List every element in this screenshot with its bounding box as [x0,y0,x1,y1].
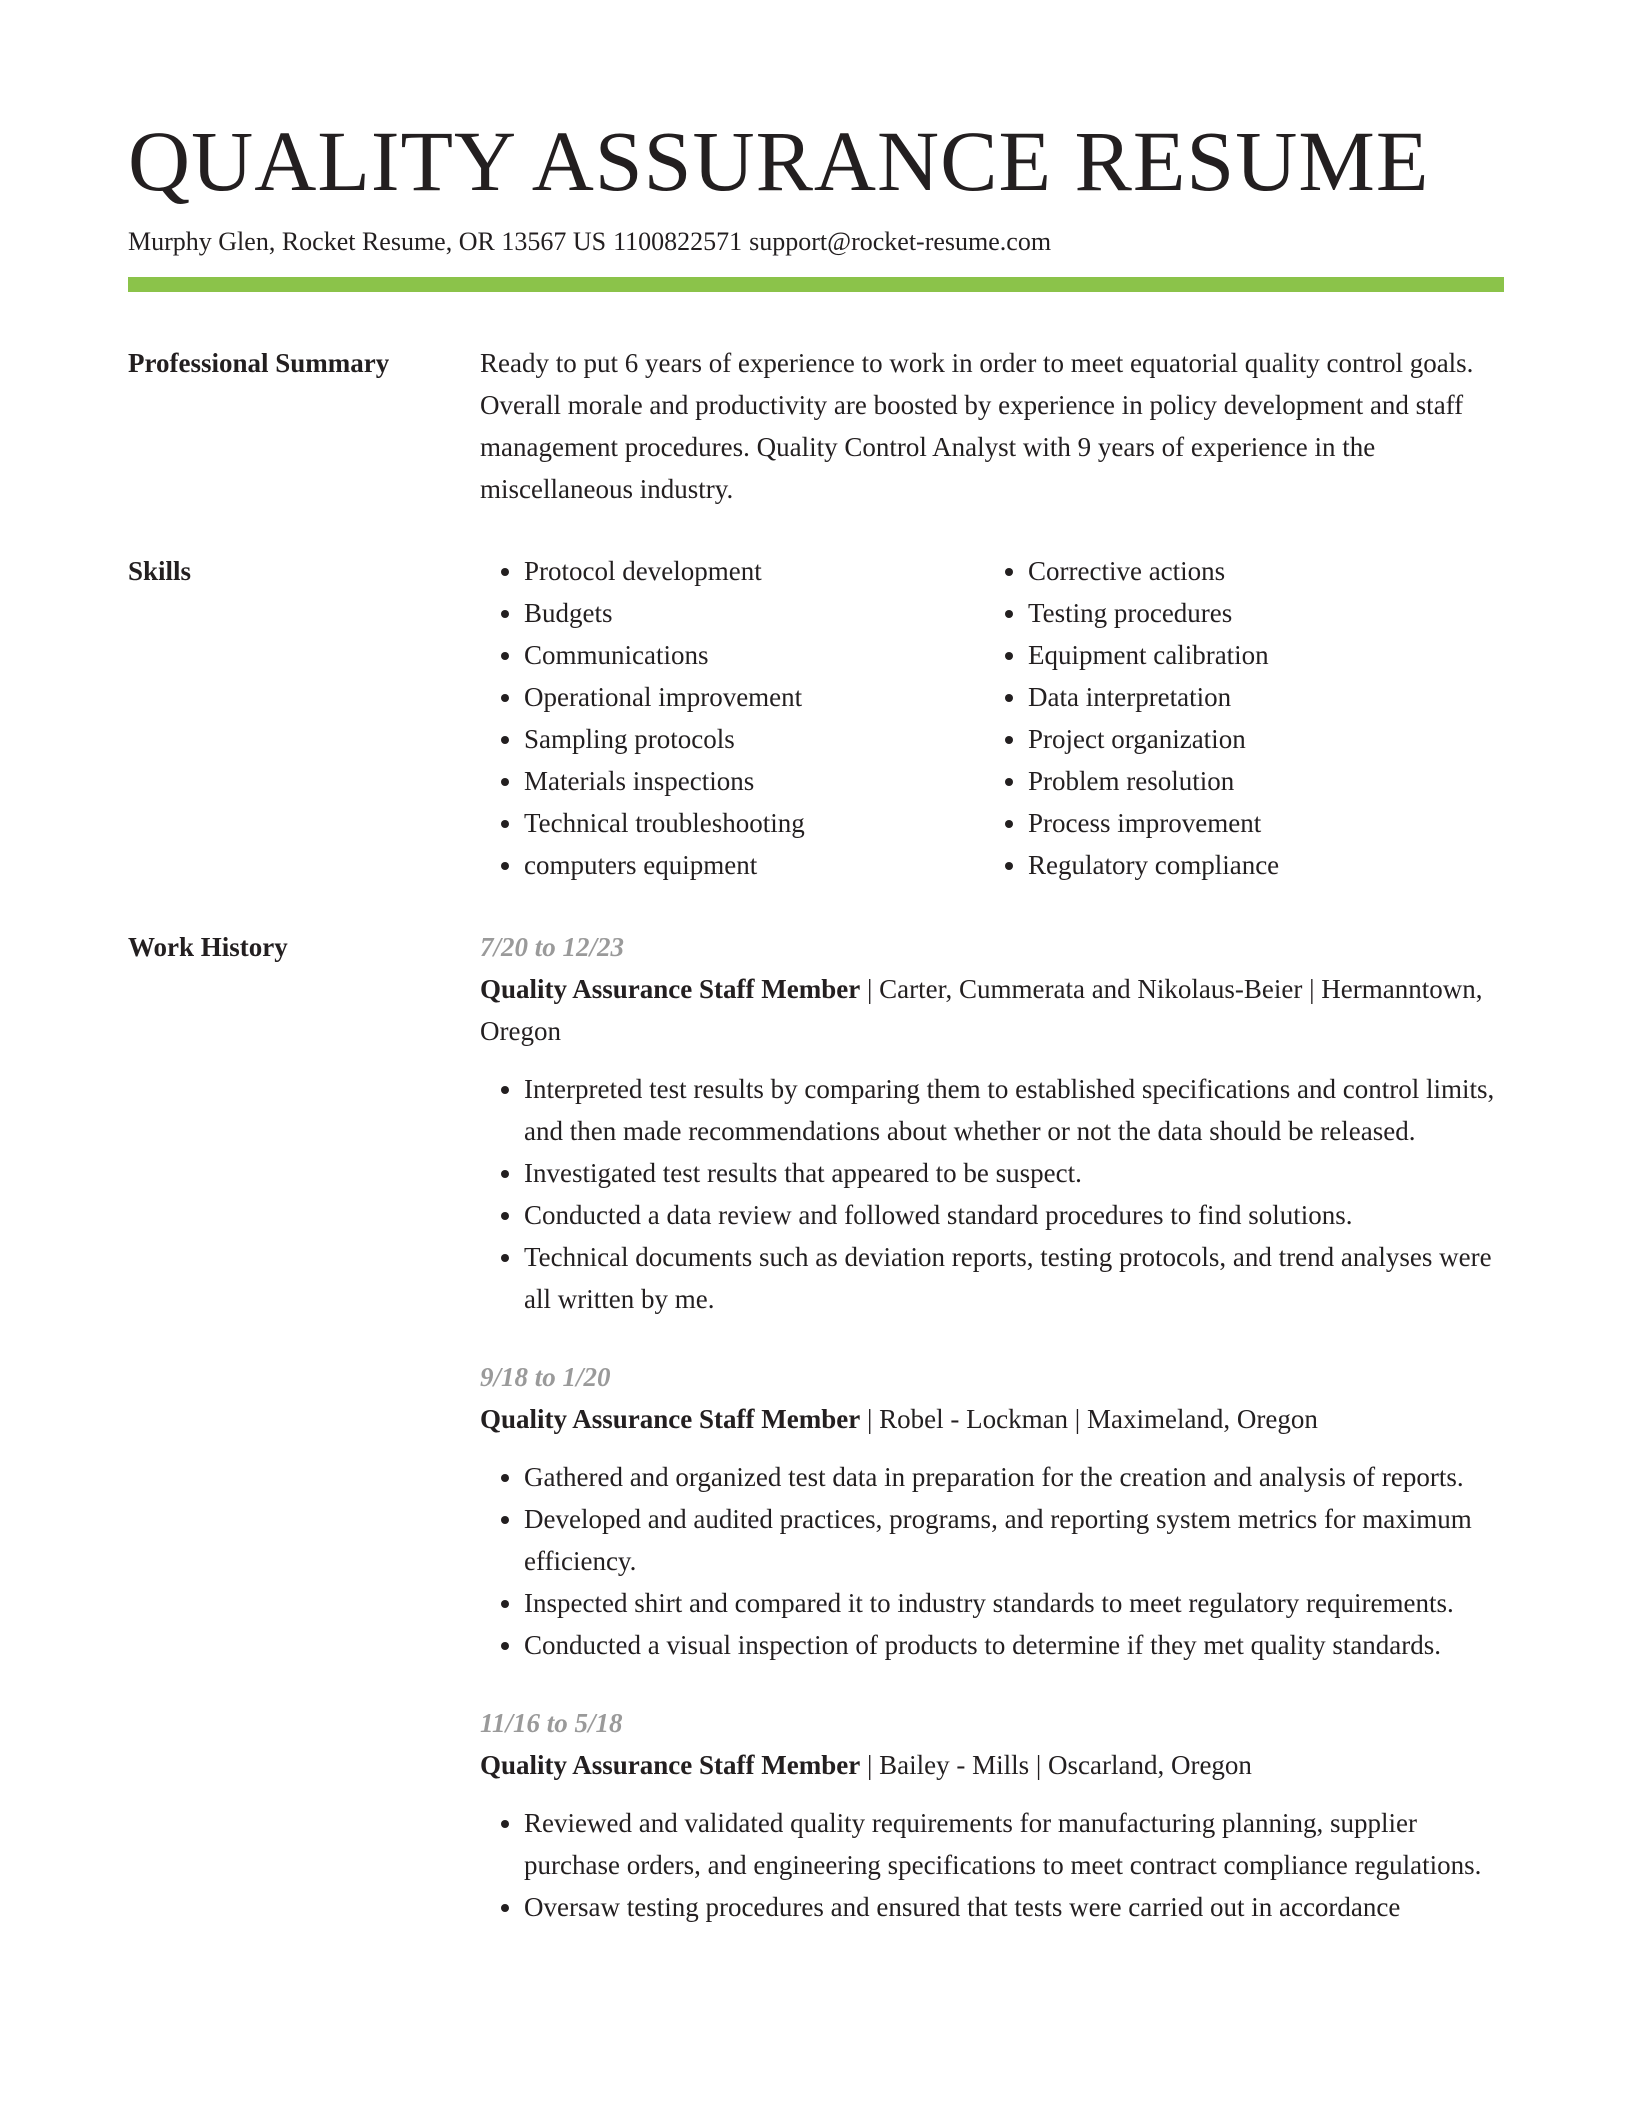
work-history-heading: Work History [128,932,288,963]
resume-page [128,113,1504,1964]
job-bullets [480,1456,1504,1666]
skill-item: • Problem resolution [1028,760,1488,802]
job-bullet: • Technical documents such as deviation reports, testing protocols, and trend analyses were all written by me. [524,1236,1504,1320]
job-bullet: • Reviewed and validated quality requirements for manufacturing planning, supplier purchase orders, and engineering specifications to meet contract compliance regulations. [524,1802,1504,1886]
skill-item: • Protocol development [524,550,984,592]
job-bullets [480,1802,1504,1928]
resume-title: QUALITY ASSURANCE RESUME [128,113,1430,209]
skill-item: • Sampling protocols [524,718,984,760]
job-title: Quality Assurance Staff Member [480,1750,861,1781]
skill-item: • Materials inspections [524,760,984,802]
skill-item: • Project organization [1028,718,1488,760]
skill-item: • Equipment calibration [1028,634,1488,676]
job-dates: 7/20 to 12/23 [480,932,625,963]
contact-address: Murphy Glen, Rocket Resume, OR 13567 US [128,227,607,256]
job-bullet: • Gathered and organized test data in preparation for the creation and analysis of reports. [524,1456,1504,1498]
job-entry [480,1356,1504,1666]
job-details: | Bailey - Mills | Oscarland, Oregon [860,1750,1252,1781]
job-bullet: • Conducted a visual inspection of products to determine if they met quality standards. [524,1624,1504,1666]
contact-email: support@rocket-resume.com [749,227,1052,256]
skills-heading: Skills [128,556,192,587]
summary-section [128,342,1504,510]
job-bullet: • Interpreted test results by comparing them to established specifications and control limits, and then made recommendations about whether or not the data should be released. [524,1068,1504,1152]
summary-text: Ready to put 6 years of experience to work in order to meet equatorial quality control goals. Overall morale and productivity are boosted by experience in policy development and staff management procedures. Quality Control Analyst with 9 years of experience in the miscellaneous industry. [480,348,1474,505]
accent-divider [128,277,1504,292]
job-bullet: • Inspected shirt and compared it to industry standards to meet regulatory requirements. [524,1582,1504,1624]
job-bullet: • Oversaw testing procedures and ensured that tests were carried out in accordance [524,1886,1504,1928]
skill-item: • computers equipment [524,844,984,886]
job-title: Quality Assurance Staff Member [480,1404,861,1435]
job-details: | Robel - Lockman | Maximeland, Oregon [860,1404,1318,1435]
skill-item: • Regulatory compliance [1028,844,1488,886]
skills-list-right [984,550,1488,886]
skills-section [128,550,1504,886]
skill-item: • Technical troubleshooting [524,802,984,844]
job-entry [480,1702,1504,1928]
job-title-line [480,968,1504,1052]
skill-item: • Testing procedures [1028,592,1488,634]
skills-list-left [480,550,984,886]
skill-item: • Corrective actions [1028,550,1488,592]
skill-item: • Operational improvement [524,676,984,718]
work-history-body [480,926,1504,1964]
skills-body [480,550,1504,886]
job-bullet: • Developed and audited practices, programs, and reporting system metrics for maximum efficiency. [524,1498,1504,1582]
contact-line [128,226,1504,257]
job-entry [480,926,1504,1320]
skill-item: • Budgets [524,592,984,634]
job-dates: 9/18 to 1/20 [480,1362,611,1393]
job-title-line [480,1398,1504,1440]
job-details: | Carter, Cummerata and Nikolaus-Beier | Hermanntown, Oregon [480,974,1483,1047]
job-bullet: • Conducted a data review and followed standard procedures to find solutions. [524,1194,1504,1236]
job-title: Quality Assurance Staff Member [480,974,861,1005]
work-history-section [128,926,1504,1964]
skill-item: • Process improvement [1028,802,1488,844]
job-dates: 11/16 to 5/18 [480,1708,623,1739]
job-bullets [480,1068,1504,1320]
skill-item: • Communications [524,634,984,676]
skill-item: • Data interpretation [1028,676,1488,718]
contact-phone: 1100822571 [613,227,743,256]
summary-body [480,342,1504,510]
job-title-line [480,1744,1504,1786]
summary-heading: Professional Summary [128,348,390,379]
job-bullet: • Investigated test results that appeared to be suspect. [524,1152,1504,1194]
